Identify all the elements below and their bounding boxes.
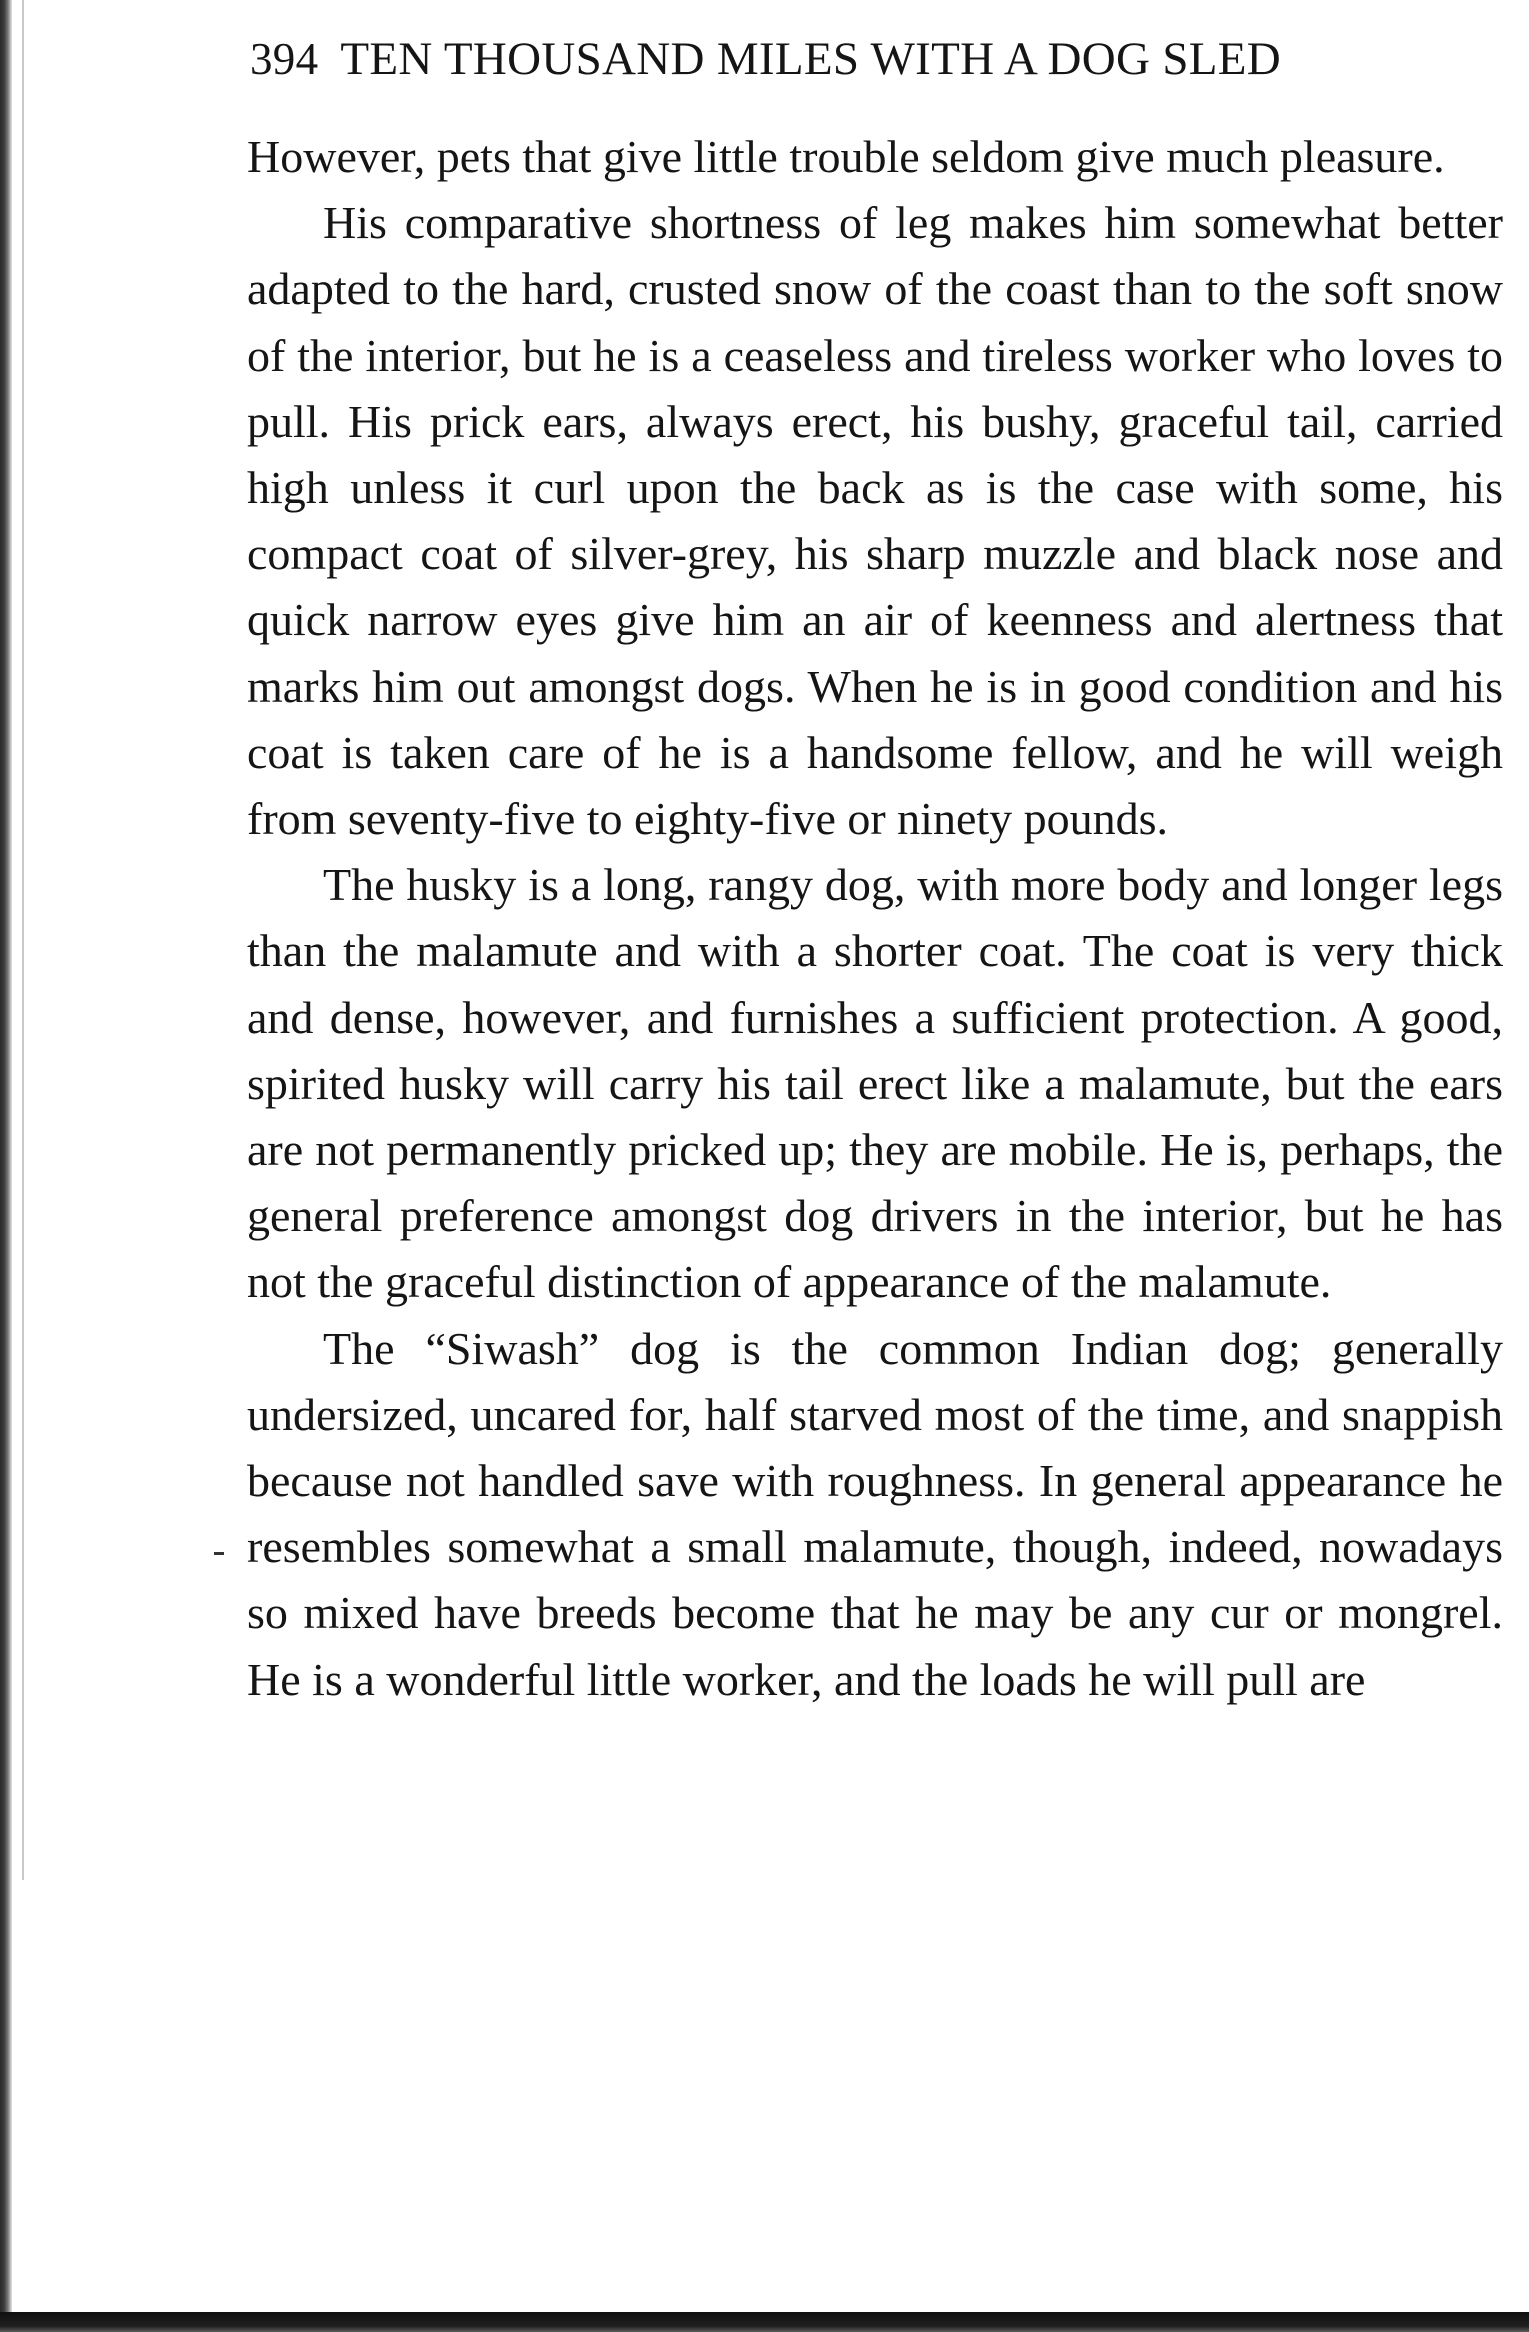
running-title: TEN THOUSAND MILES WITH A DOG SLED — [340, 33, 1282, 85]
page-number: 394 — [250, 34, 319, 84]
paragraph-malamute: His comparative shortness of leg makes him somewhat better adapted to the hard, crusted snow of the coast than to the soft snow of the interior, but he is a ceaseless and tireless worker who loves to pull. His prick ears, always erect, his bushy, graceful tail, carried high unless it curl upon the back as is the case with some, his compact coat of silver-grey, his sharp muzzle and black nose and quick narrow eyes give him an air of keenness and alertness that marks him out amongst dogs. When he is in good condition and his coat is taken care of he is a handsome fellow, and he will weigh from seventy-five to eighty-five or ninety pounds. — [247, 197, 1503, 845]
page-bottom-edge — [0, 2312, 1529, 2332]
paragraph-husky: The husky is a long, rangy dog, with more body and longer legs than the malamute and with a shorter coat. The coat is very thick and dense, however, and furnishes a sufficient protection. A good, spirited husky will carry his tail erect like a malamute, but the ears are not permanently pricked up; they are mobile. He is, perhaps, the general preference amongst dog drivers in the interior, but he has not the graceful distinction of appearance of the malamute. — [247, 859, 1503, 1308]
book-spine-edge — [0, 0, 12, 2332]
paragraph-continued: However, pets that give little trouble seldom give much pleasure. — [247, 131, 1445, 182]
running-head — [250, 26, 1490, 92]
body-text — [247, 124, 1503, 1713]
paragraph-siwash: The “Siwash” dog is the common Indian dog; generally undersized, uncared for, half starved most of the time, and snappish because not handled save with roughness. In general appearance he resembles somewhat a small malamute, though, indeed, nowadays so mixed have breeds become that he may be any cur or mongrel. He is a wonderful little worker, and the loads he will pull are — [247, 1322, 1503, 1705]
margin-mark — [214, 1552, 224, 1555]
binding-shadow-line — [22, 0, 24, 1880]
